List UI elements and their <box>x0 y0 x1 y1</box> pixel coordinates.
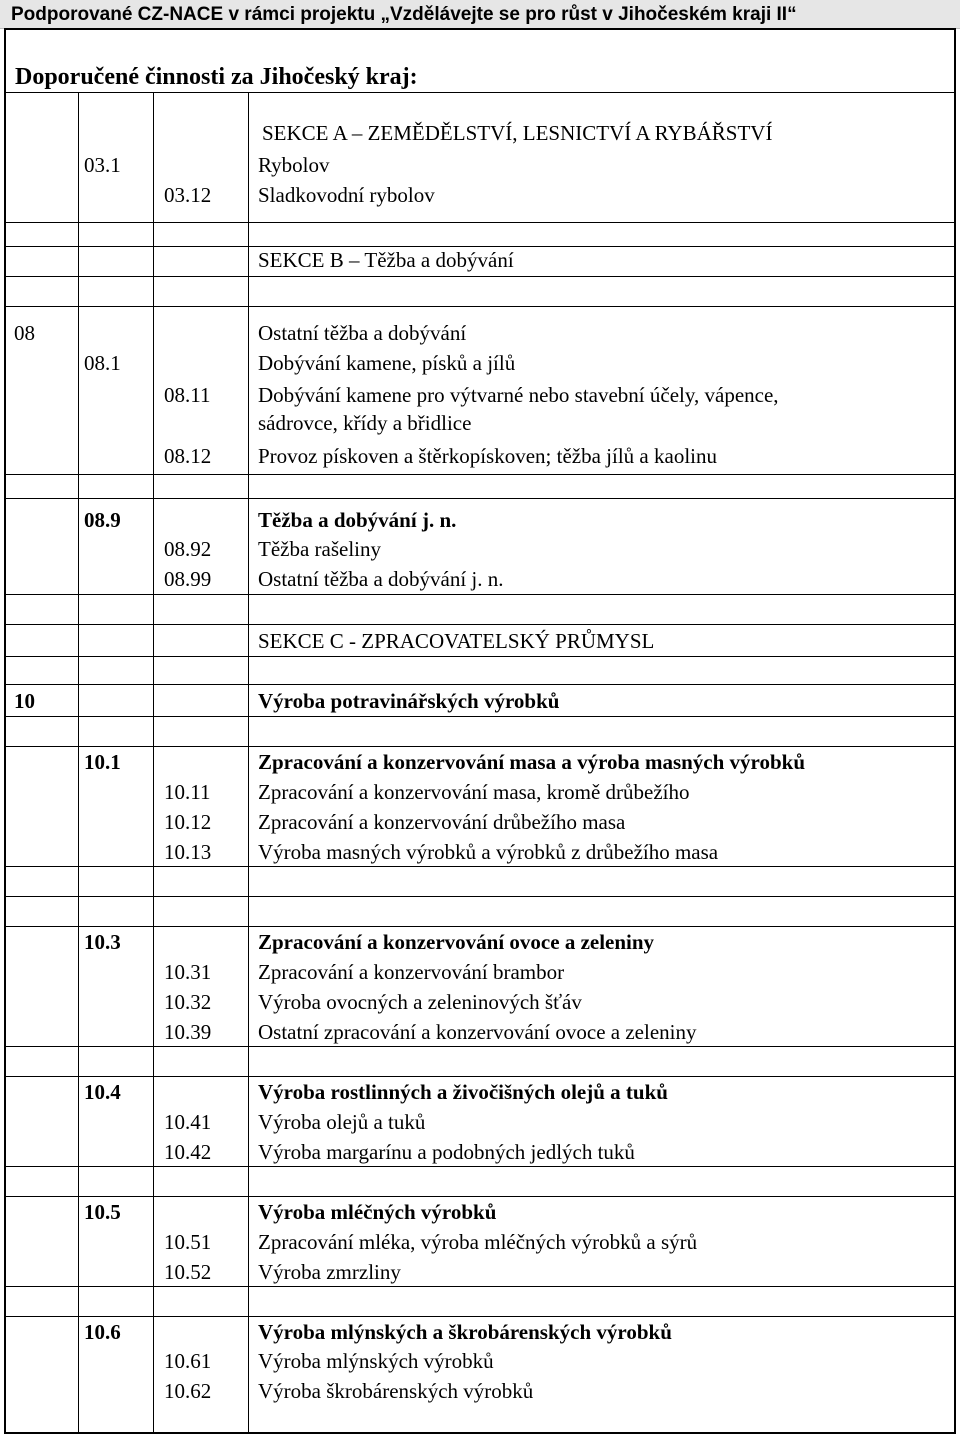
nace-code: 10.13 <box>164 840 212 864</box>
row-separator <box>6 594 954 595</box>
nace-code: 08.12 <box>164 444 212 468</box>
nace-code: 10.3 <box>84 930 121 954</box>
nace-description: Sladkovodní rybolov <box>258 183 435 207</box>
row-separator <box>6 1286 954 1287</box>
nace-code: 10.42 <box>164 1140 212 1164</box>
row-separator <box>6 624 954 625</box>
nace-code: 08.1 <box>84 351 121 375</box>
row-separator <box>6 866 954 867</box>
nace-description: Výroba margarínu a podobných jedlých tuků <box>258 1140 635 1164</box>
nace-description: Rybolov <box>258 153 330 177</box>
row-separator <box>6 1166 954 1167</box>
nace-description: Provoz pískoven a štěrkopískoven; těžba jílů a kaolinu <box>258 444 717 468</box>
nace-description: Výroba zmrzliny <box>258 1260 401 1284</box>
nace-code: 10.51 <box>164 1230 212 1254</box>
nace-description: Ostatní těžba a dobývání <box>258 321 467 345</box>
document-banner <box>0 0 960 29</box>
column-divider <box>153 92 154 1434</box>
nace-code: 10.41 <box>164 1110 212 1134</box>
row-separator <box>6 1316 954 1317</box>
nace-code: 10 <box>14 689 35 713</box>
row-separator <box>6 474 954 475</box>
nace-description: Dobývání kamene, písků a jílů <box>258 351 516 375</box>
nace-code: 10.61 <box>164 1349 212 1373</box>
nace-code: 10.62 <box>164 1379 212 1403</box>
nace-code: 10.4 <box>84 1080 121 1104</box>
row-separator <box>6 896 954 897</box>
nace-code: 03.1 <box>84 153 121 177</box>
nace-code: 08 <box>14 321 35 345</box>
nace-code: 10.6 <box>84 1320 121 1344</box>
nace-description: Výroba masných výrobků a výrobků z drůbežího masa <box>258 840 719 864</box>
row-separator <box>6 92 954 93</box>
nace-description: Zpracování a konzervování brambor <box>258 960 565 984</box>
nace-description: Výroba mlýnských a škrobárenských výrobků <box>258 1320 672 1344</box>
row-separator <box>6 306 954 307</box>
row-separator <box>6 716 954 717</box>
nace-code: 08.11 <box>164 383 211 407</box>
row-separator <box>6 656 954 657</box>
nace-description: Výroba mléčných výrobků <box>258 1200 497 1224</box>
row-separator <box>6 1196 954 1197</box>
row-separator <box>6 1076 954 1077</box>
row-separator <box>6 498 954 499</box>
nace-code: 10.31 <box>164 960 212 984</box>
nace-description: Těžba rašeliny <box>258 537 382 561</box>
nace-code: 08.92 <box>164 537 212 561</box>
nace-code: 10.12 <box>164 810 212 834</box>
nace-code: 10.1 <box>84 750 121 774</box>
nace-code: 08.9 <box>84 508 121 532</box>
nace-description: Zpracování a konzervování ovoce a zeleniny <box>258 930 655 954</box>
nace-code: 10.39 <box>164 1020 212 1044</box>
nace-description: Výroba olejů a tuků <box>258 1110 426 1134</box>
nace-description: Výroba škrobárenských výrobků <box>258 1379 534 1403</box>
nace-description: Zpracování mléka, výroba mléčných výrobků a sýrů <box>258 1230 698 1254</box>
nace-code: 10.5 <box>84 1200 121 1224</box>
nace-description: Výroba rostlinných a živočišných olejů a tuků <box>258 1080 668 1104</box>
nace-description: Těžba a dobývání j. n. <box>258 508 457 532</box>
nace-code: 10.52 <box>164 1260 212 1284</box>
row-separator <box>6 684 954 685</box>
document-title: Doporučené činnosti za Jihočeský kraj: <box>15 64 418 90</box>
nace-description: Ostatní zpracování a konzervování ovoce a zeleniny <box>258 1020 697 1044</box>
nace-description: Výroba ovocných a zeleninových šťáv <box>258 990 582 1014</box>
row-separator <box>6 276 954 277</box>
nace-code: 03.12 <box>164 183 212 207</box>
nace-description: Výroba potravinářských výrobků <box>258 689 560 713</box>
column-divider <box>78 92 79 1434</box>
nace-description: Zpracování a konzervování masa a výroba masných výrobků <box>258 750 806 774</box>
section-heading: SEKCE A – ZEMĚDĚLSTVÍ, LESNICTVÍ A RYBÁŘSTVÍ <box>262 121 773 145</box>
section-heading: SEKCE C - ZPRACOVATELSKÝ PRŮMYSL <box>258 629 655 653</box>
column-divider <box>248 92 249 1434</box>
nace-code: 10.32 <box>164 990 212 1014</box>
nace-description: Výroba mlýnských výrobků <box>258 1349 494 1373</box>
nace-code: 08.99 <box>164 567 212 591</box>
nace-description-continued: sádrovce, křídy a břidlice <box>258 411 472 435</box>
nace-description: Ostatní těžba a dobývání j. n. <box>258 567 504 591</box>
nace-code: 10.11 <box>164 780 211 804</box>
banner-text: Podporované CZ-NACE v rámci projektu „Vzdělávejte se pro růst v Jihočeském kraji II“ <box>11 4 797 25</box>
section-heading: SEKCE B – Těžba a dobývání <box>258 248 514 272</box>
row-separator <box>6 746 954 747</box>
row-separator <box>6 1046 954 1047</box>
row-separator <box>6 926 954 927</box>
nace-description: Zpracování a konzervování drůbežího masa <box>258 810 626 834</box>
nace-description: Zpracování a konzervování masa, kromě drůbežího <box>258 780 690 804</box>
row-separator <box>6 222 954 223</box>
nace-description: Dobývání kamene pro výtvarné nebo stavební účely, vápence, <box>258 383 779 407</box>
